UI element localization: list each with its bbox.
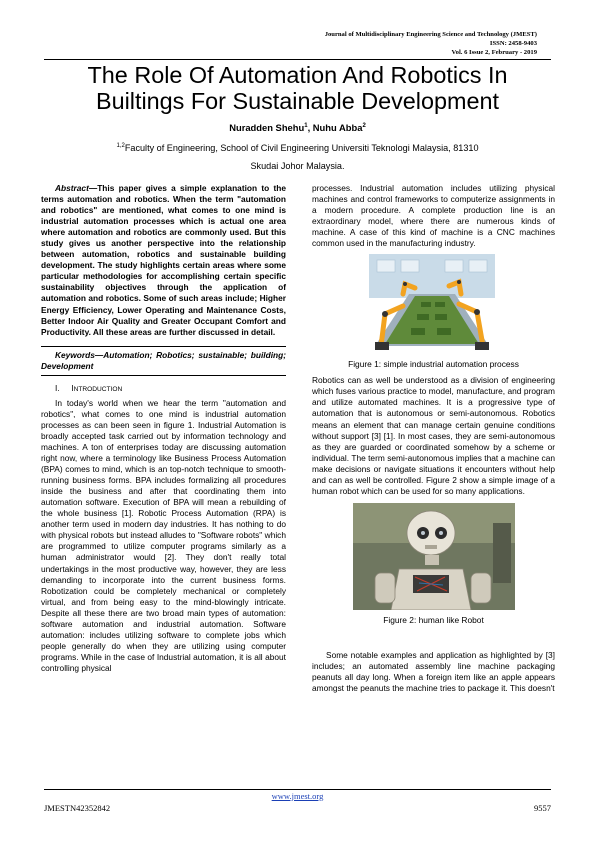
title-line-2: Builtings For Sustainable Development — [95, 88, 500, 114]
right-paragraph-2: Robotics can as well be understood as a division of engineering which fuses various practice to model, manufacture, and program and utilize automated machines. It is a progressive type of automation that is autonomous or semi-autonomous. Robotics means an element that can manage certain genuine conditions without support [3] [1]. In most cases, they are semi-autonomous as they are guarded or coordinated somehow by a scheme or individual. The term semi-autonomous implies that a machine can make decisions or navigate situations it encounters without help and can as well be controlled. Figure 2 show a simple image of a human robot which can be used for so many applications. — [312, 375, 555, 496]
left-column — [41, 183, 286, 674]
journal-header — [325, 31, 537, 57]
title-line-1: The Role Of Automation And Robotics In — [87, 62, 508, 88]
author-1-sup: 1 — [304, 122, 308, 129]
right-column — [312, 183, 555, 694]
figure-1-caption: Figure 1: simple industrial automation process — [348, 359, 519, 370]
figure-2-image — [353, 503, 515, 610]
abstract — [41, 183, 286, 338]
footer-article-id: JMESTN42352842 — [44, 803, 111, 813]
keywords: Keywords—Automation; Robotics; sustainable; building; Development — [41, 346, 286, 376]
introduction-paragraph: In today's world when we hear the term "automation and robotics", what comes to one mind is industrial automation processes as can been seen in figure 1. Industrial Automation is broadly accepted task carried out by information technology and machines. A ton of enterprises today are discussing automation right now, where a terminology like Business Process Automation (BPA) comes to mind, which is an top-notch technique to smooth-running business forms. BPA includes formalizing all procedures inside the business and after that coordinating them into automation software. Execution of BPA will mean a rebuilding of the whole business [1]. Robotic Process Automation (RPA) is another term used in modern day industries. It has nothing to do with physical robots but instead alludes to "Software robots" which are programmed to utilize computer programs similarly as a human administrator would [2]. They don't really total undertakings in the most productive way, however, they are less demanding to incorporate into the current business forms. Robotization could be completely mechanical or completely virtual, and from being easy to the mind-blowingly intricate. Despite all these there are two broad main types of automation: software automation and industrial automation. Software automation: includes utilizing software to complete jobs which people generally do when they are utilizing using computer programs. While in the case of Industrial automation, it is all about controlling physical — [41, 397, 286, 673]
affiliation — [60, 139, 535, 175]
footer-page-number: 9557 — [534, 803, 551, 813]
affiliation-sup: 1,2 — [116, 142, 125, 149]
figure-2-caption: Figure 2: human like Robot — [383, 614, 484, 625]
author-2: Nuhu Abba — [312, 122, 363, 133]
abstract-label: Abstract— — [55, 183, 98, 193]
header-rule — [44, 59, 551, 60]
author-list — [40, 122, 555, 133]
figure-1-image — [369, 254, 495, 354]
abstract-text: This paper gives a simple explanation to the terms automation and robotics. When the term "automation and robotics" are mentioned, what comes to one mind is industrial automation processes which is actual one area where automation and robotics are commonly used. But this study gives us another perspective into the relationship between automation, robotics and sustainable building development. The study highlights certain areas where some particular methodologies for accomplishing certain specific sustainability objectives through the application of automation and robotics. Some of such areas include; Higher Energy Efficiency, Lower Operating and Maintenance Costs, Better Indoor Air Quality and Greater Occupant Comfort and Productivity. All these areas are further discussed in detail. — [41, 183, 286, 337]
humanoid-robot-illustration — [353, 503, 515, 610]
author-2-sup: 2 — [362, 122, 366, 129]
section-title-rest: NTRODUCTION — [73, 385, 123, 393]
footer-rule — [44, 789, 551, 790]
affiliation-line-1: Faculty of Engineering, School of Civil Engineering Universiti Teknologi Malaysia, 81310 — [124, 143, 479, 153]
paper-title — [40, 62, 555, 114]
right-paragraph-1: processes. Industrial automation includes utilizing physical machines and control frameworks to computerize assignments in a modern procedure. A complete production line is an extraordinary model, where there are numerous kinds of machine. A case of this kind of machine is a CNC machines common used in the manufacturing industry. — [312, 183, 555, 249]
journal-name: Journal of Multidisciplinary Engineering Science and Technology (JMEST) — [324, 31, 537, 38]
affiliation-line-2: Skudai Johor Malaysia. — [250, 161, 345, 171]
industrial-automation-illustration — [369, 254, 495, 354]
author-separator: , — [307, 122, 313, 133]
author-1: Nuradden Shehu — [229, 122, 305, 133]
journal-issn: ISSN: 2458-9403 — [489, 39, 537, 47]
section-heading-introduction — [55, 383, 286, 395]
right-paragraph-3: Some notable examples and application as highlighted by [3] includes; an automated assembly line machine packaging peanuts all day long. When a foreign item like an apple appears amongst the peanuts the machine tries to package it. This doesn't — [312, 649, 555, 694]
section-title-initial: I — [71, 382, 74, 393]
section-number: I. — [55, 382, 60, 393]
footer-website-link[interactable]: www.jmest.org — [271, 791, 324, 801]
journal-volume: Vol. 6 Issue 2, February - 2019 — [451, 48, 537, 56]
